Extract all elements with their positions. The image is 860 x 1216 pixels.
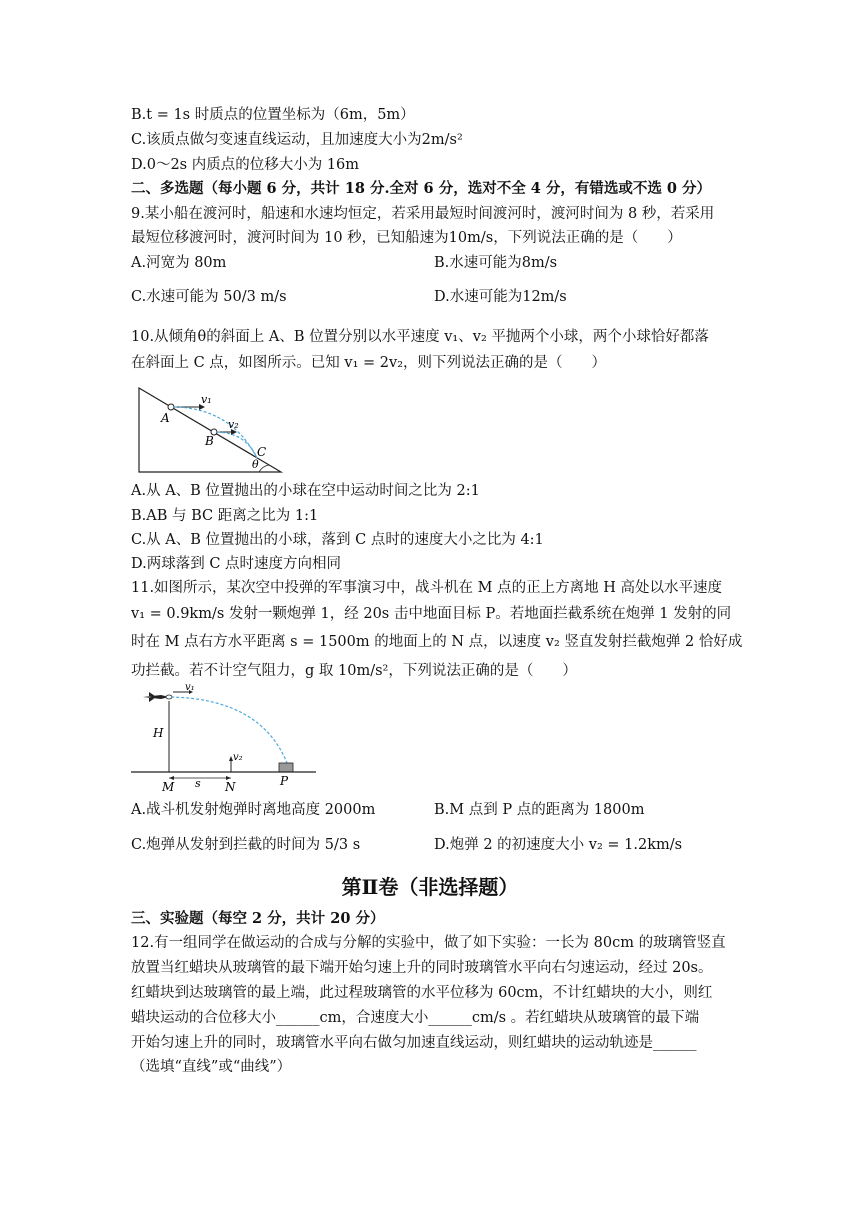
label-theta: θ bbox=[252, 458, 259, 471]
q11-option-a: A.战斗机发射炮弹时离地高度 2000m bbox=[131, 802, 376, 818]
label-v2: v₂ bbox=[228, 418, 239, 431]
q12-stem-1: 12.有一组同学在做运动的合成与分解的实验中，做了如下实验：一长为 80cm 的玻璃管竖直 bbox=[131, 935, 726, 951]
section-2-heading: 二、多选题（每小题 6 分，共计 18 分.全对 6 分，选对不全 4 分，有错选或不选 0 分） bbox=[131, 180, 712, 197]
ball-a bbox=[168, 404, 174, 410]
label-p: P bbox=[280, 774, 289, 788]
q12-stem-3: 红蜡块到达玻璃管的最上端，此过程玻璃管的水平位移为 60cm，不计红蜡块的大小，则红 bbox=[131, 985, 713, 1001]
label-c: C bbox=[257, 445, 267, 459]
q9-option-c: C.水速可能为 50/3 m/s bbox=[131, 289, 287, 305]
interception-figure bbox=[131, 683, 321, 795]
q12-stem-5: 开始匀速上升的同时，玻璃管水平向右做匀加速直线运动，则红蜡块的运动轨迹是______ bbox=[131, 1035, 697, 1051]
angle-arc bbox=[259, 465, 269, 472]
q8-option-c: C.该质点做匀变速直线运动，且加速度大小为2m/s² bbox=[131, 132, 463, 148]
target-p bbox=[279, 763, 293, 772]
q12-stem-6: （选填“直线”或“曲线”） bbox=[131, 1059, 292, 1075]
q10-option-d: D.两球落到 C 点时速度方向相同 bbox=[131, 556, 342, 572]
label-b: B bbox=[205, 434, 214, 448]
section-3-heading: 三、实验题（每空 2 分，共计 20 分） bbox=[131, 910, 385, 927]
q10-stem-2: 在斜面上 C 点，如图所示。已知 v₁ = 2v₂，则下列说法正确的是（ ） bbox=[131, 355, 607, 371]
label-m: M bbox=[162, 780, 175, 794]
q10-option-a: A.从 A、B 位置抛出的小球在空中运动时间之比为 2:1 bbox=[131, 483, 480, 499]
q8-option-b: B.t = 1s 时质点的位置坐标为（6m，5m） bbox=[131, 107, 415, 123]
q11-stem-4: 功拦截。若不计空气阻力，g 取 10m/s²，下列说法正确的是（ ） bbox=[131, 663, 577, 679]
trajectory-shell-1 bbox=[171, 697, 287, 763]
fighter-jet-icon bbox=[143, 692, 169, 702]
q11-stem-3: 时在 M 点右方水平距离 s = 1500m 的地面上的 N 点，以速度 v₂ 竖直发射拦截炮弹 2 恰好成 bbox=[131, 634, 743, 650]
label-v2: v₂ bbox=[233, 752, 243, 763]
label-h: H bbox=[153, 726, 164, 740]
q8-option-d: D.0～2s 内质点的位移大小为 16m bbox=[131, 157, 360, 173]
q12-stem-2: 放置当红蜡块从玻璃管的最下端开始匀速上升的同时玻璃管水平向右匀速运动，经过 20s。 bbox=[131, 960, 713, 976]
q11-option-b: B.M 点到 P 点的距离为 1800m bbox=[434, 802, 645, 818]
q9-option-b: B.水速可能为8m/s bbox=[434, 255, 558, 271]
q9-stem-2: 最短位移渡河时，渡河时间为 10 秒，已知船速为10m/s，下列说法正确的是（ ） bbox=[131, 230, 682, 246]
label-s: s bbox=[195, 777, 201, 790]
label-v1: v₁ bbox=[185, 683, 195, 693]
label-a: A bbox=[161, 411, 170, 425]
q11-stem-1: 11.如图所示，某次空中投弹的军事演习中，战斗机在 M 点的正上方离地 H 高处以水平速度 bbox=[131, 580, 722, 596]
q11-option-c: C.炮弹从发射到拦截的时间为 5/3 s bbox=[131, 837, 361, 853]
q10-stem-1: 10.从倾角θ的斜面上 A、B 位置分别以水平速度 v₁、v₂ 平抛两个小球，两个小球恰好都落 bbox=[131, 329, 709, 345]
q9-stem-1: 9.某小船在渡河时，船速和水速均恒定，若采用最短时间渡河时，渡河时间为 8 秒，若采用 bbox=[131, 206, 715, 222]
q11-stem-2: v₁ = 0.9km/s 发射一颗炮弹 1，经 20s 击中地面目标 P。若地面拦截系统在炮弹 1 发射的同 bbox=[131, 606, 732, 622]
q10-option-b: B.AB 与 BC 距离之比为 1:1 bbox=[131, 508, 319, 524]
q11-option-d: D.炮弹 2 的初速度大小 v₂ = 1.2km/s bbox=[434, 837, 683, 853]
q12-stem-4: 蜡块运动的合位移大小______cm，合速度大小______cm/s 。若红蜡块从玻璃管的最下端 bbox=[131, 1010, 700, 1026]
label-n: N bbox=[225, 780, 236, 794]
label-v1: v₁ bbox=[201, 393, 212, 406]
incline-figure bbox=[131, 386, 286, 476]
q9-option-d: D.水速可能为12m/s bbox=[434, 289, 567, 305]
q10-option-c: C.从 A、B 位置抛出的小球，落到 C 点时的速度大小之比为 4:1 bbox=[131, 532, 544, 548]
q9-option-a: A.河宽为 80m bbox=[131, 255, 227, 271]
part-2-title: 第Ⅱ卷（非选择题） bbox=[341, 875, 519, 899]
